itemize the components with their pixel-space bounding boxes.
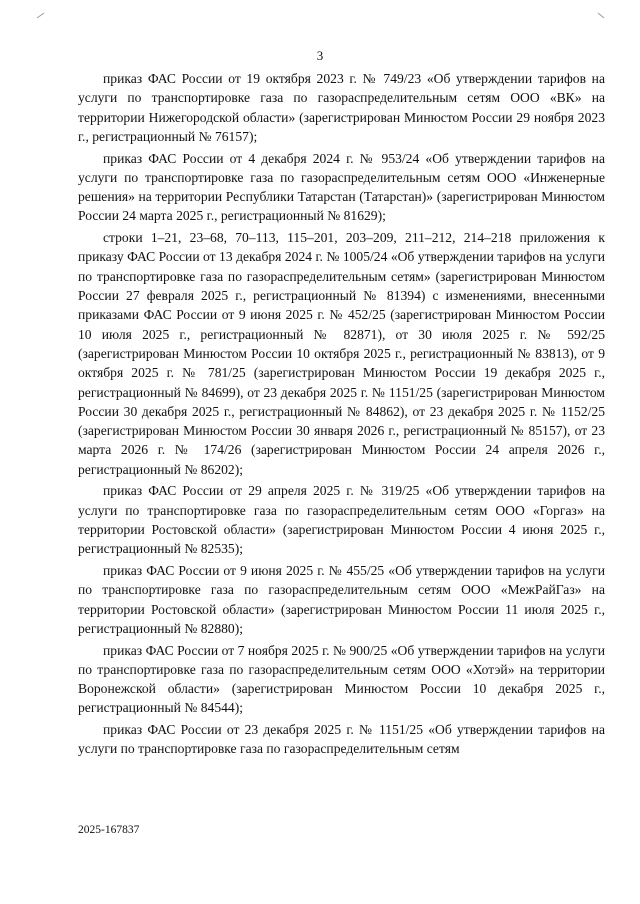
paragraph-order-1151-25: приказ ФАС России от 23 декабря 2025 г. № 1151/25 «Об утверждении тарифов на услуги по транспортировке газа по газораспределительным сетям — [78, 722, 605, 757]
document-registration-code: 2025-167837 — [78, 824, 140, 836]
scan-speck-top-left — [36, 12, 46, 19]
scan-speck-top-right — [596, 12, 606, 19]
document-body — [78, 69, 605, 761]
paragraph-order-1005-24-rows: строки 1–21, 23–68, 70–113, 115–201, 203–209, 211–212, 214–218 приложения к приказу ФАС России от 13 декабря 2024 г. № 1005/24 «Об утверждении тарифов на услуги по транспортировке газа по газораспределительным сетям» (зарегистрирован Минюстом России 27 февраля 2025 г., регистрационный № 81394) с изменениями, внесенными приказами ФАС России от 9 июня 2025 г. № 452/25 (зарегистрирован Минюстом России 10 июля 2025 г., регистрационный № 82871), от 30 июля 2025 г. № 592/25 (зарегистрирован Минюстом России 10 октября 2025 г., регистрационный № 83813), от 9 октября 2025 г. № 781/25 (зарегистрирован Минюстом России 19 декабря 2025 г., регистрационный № 84699), от 23 декабря 2025 г. № 1151/25 (зарегистрирован Минюстом России 30 декабря 2025 г., регистрационный № 84862), от 23 декабря 2025 г. № 1152/25 (зарегистрирован Минюстом России 30 января 2026 г., регистрационный № 85157), от 23 марта 2026 г. № 174/26 (зарегистрирован Минюстом России 24 апреля 2026 г., регистрационный № 86202); — [78, 230, 605, 477]
paragraph-order-953-24: приказ ФАС России от 4 декабря 2024 г. № 953/24 «Об утверждении тарифов на услуги по транспортировке газа по газораспределительным сетям ООО «Инженерные решения» на территории Республики Татарстан (Татарстан)» (зарегистрирован Минюстом России 24 марта 2025 г., регистрационный № 81629); — [78, 150, 605, 224]
paragraph-order-455-25: приказ ФАС России от 9 июня 2025 г. № 455/25 «Об утверждении тарифов на услуги по транспортировке газа по газораспределительным сетям ООО «МежРайГаз» на территории Ростовской области» (зарегистрирован Минюстом России 11 июля 2025 г., регистрационный № 82880); — [78, 562, 605, 636]
page-number: 3 — [316, 48, 324, 63]
paragraph-order-749-23: приказ ФАС России от 19 октября 2023 г. № 749/23 «Об утверждении тарифов на услуги по транспортировке газа по газораспределительным сетям ООО «ВК» на территории Нижегородской области» (зарегистрирован Минюстом России 29 ноября 2023 г., регистрационный № 76157); — [78, 71, 605, 144]
paragraph-order-900-25: приказ ФАС России от 7 ноября 2025 г. № 900/25 «Об утверждении тарифов на услуги по транспортировке газа по газораспределительным сетям ООО «Хотэй» на территории Воронежской области» (зарегистрирован Минюстом России 10 декабря 2025 г., регистрационный № 84544); — [78, 642, 605, 716]
paragraph-order-319-25: приказ ФАС России от 29 апреля 2025 г. № 319/25 «Об утверждении тарифов на услуги по транспортировке газа по газораспределительным сетям ООО «Горгаз» на территории Ростовской области» (зарегистрирован Минюстом России 4 июня 2025 г., регистрационный № 82535); — [78, 483, 605, 557]
